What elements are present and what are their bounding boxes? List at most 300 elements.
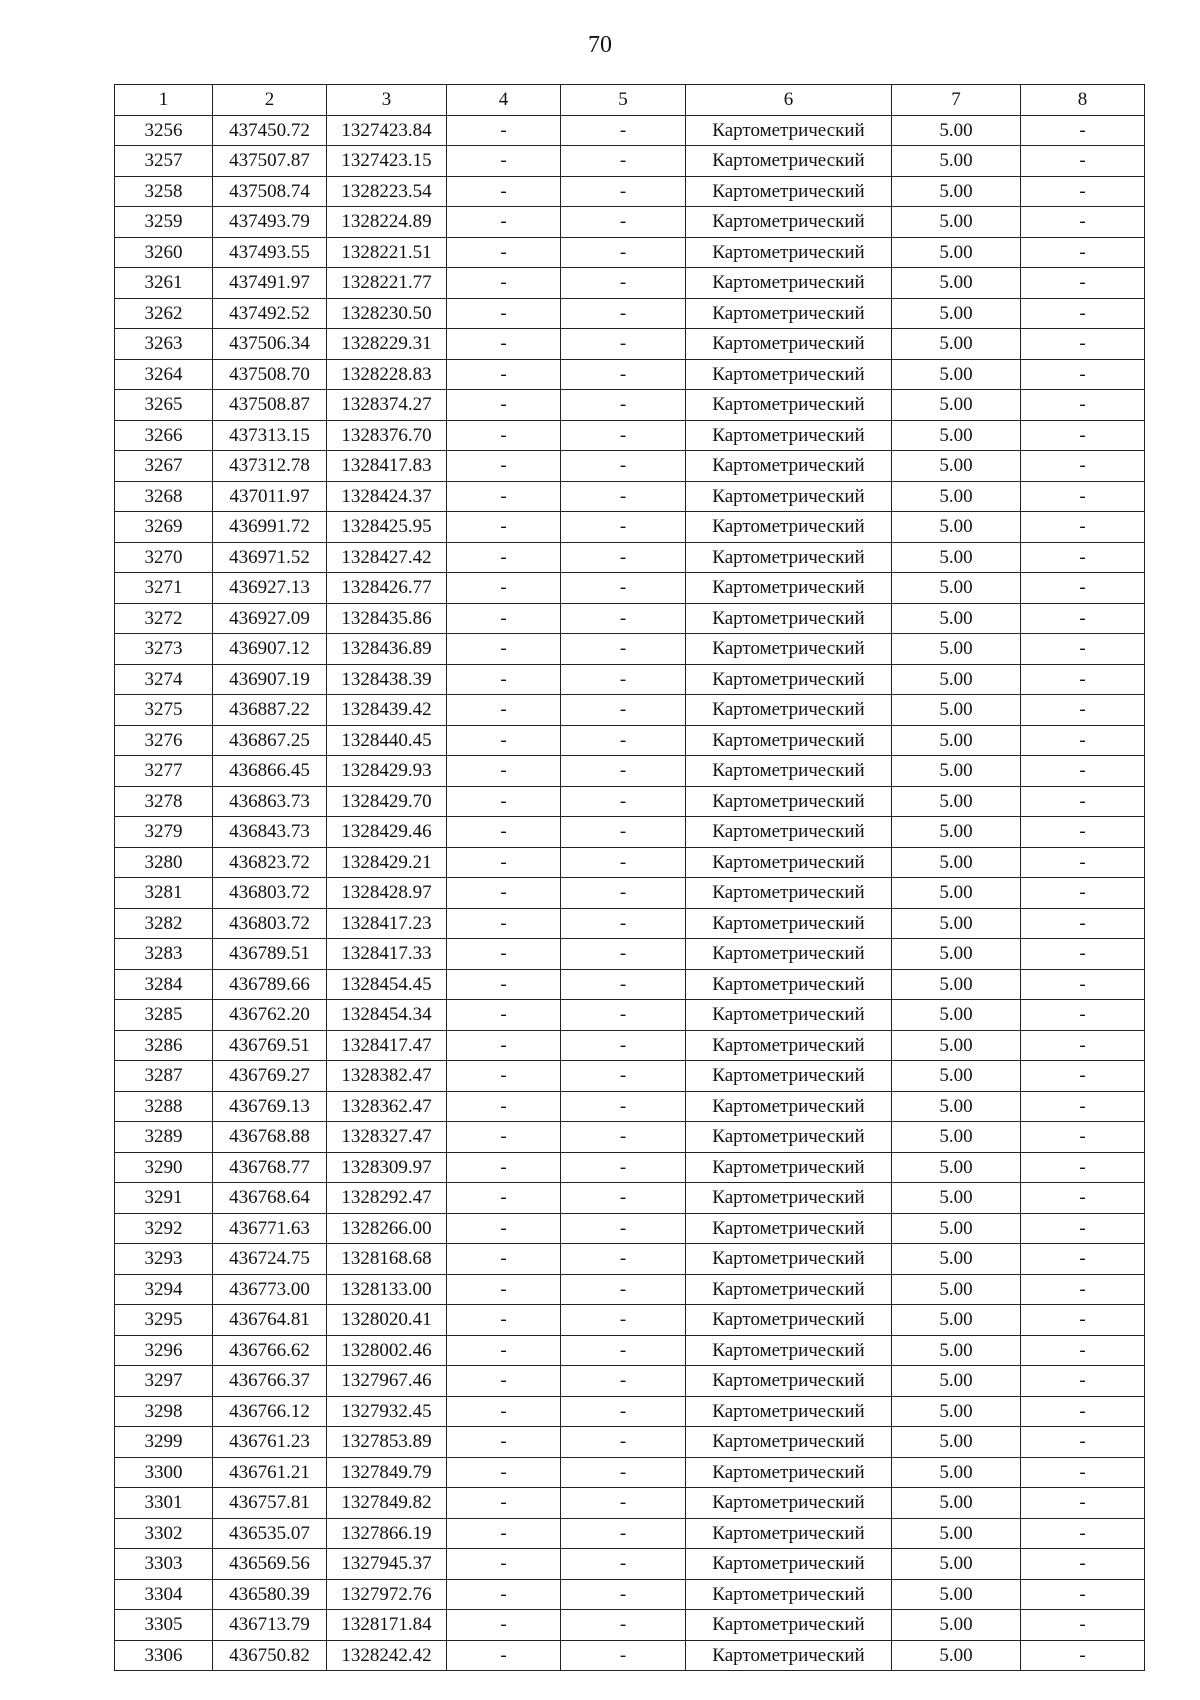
point-number-cell: 3263 [115, 329, 213, 360]
point-number-cell: 3269 [115, 512, 213, 543]
column-4-cell: - [447, 664, 561, 695]
column-8-cell: - [1021, 573, 1145, 604]
column-5-cell: - [561, 1549, 686, 1580]
y-coordinate-cell: 1328309.97 [327, 1152, 447, 1183]
y-coordinate-cell: 1328454.45 [327, 969, 447, 1000]
table-row [115, 969, 1145, 1000]
method-cell: Картометрический [686, 878, 892, 909]
accuracy-cell: 5.00 [892, 969, 1021, 1000]
table-row [115, 420, 1145, 451]
y-coordinate-cell: 1328168.68 [327, 1244, 447, 1275]
y-coordinate-cell: 1327967.46 [327, 1366, 447, 1397]
column-4-cell: - [447, 1366, 561, 1397]
y-coordinate-cell: 1328424.37 [327, 481, 447, 512]
header-cell: 3 [327, 85, 447, 116]
column-8-cell: - [1021, 1488, 1145, 1519]
page-number: 70 [588, 32, 612, 58]
point-number-cell: 3303 [115, 1549, 213, 1580]
point-number-cell: 3264 [115, 359, 213, 390]
x-coordinate-cell: 437508.74 [213, 176, 327, 207]
method-cell: Картометрический [686, 1122, 892, 1153]
y-coordinate-cell: 1328230.50 [327, 298, 447, 329]
column-4-cell: - [447, 1183, 561, 1214]
method-cell: Картометрический [686, 1213, 892, 1244]
x-coordinate-cell: 437493.55 [213, 237, 327, 268]
column-5-cell: - [561, 237, 686, 268]
column-4-cell: - [447, 725, 561, 756]
x-coordinate-cell: 436971.52 [213, 542, 327, 573]
accuracy-cell: 5.00 [892, 512, 1021, 543]
table-row [115, 1244, 1145, 1275]
method-cell: Картометрический [686, 268, 892, 299]
column-4-cell: - [447, 939, 561, 970]
accuracy-cell: 5.00 [892, 359, 1021, 390]
x-coordinate-cell: 436907.12 [213, 634, 327, 665]
y-coordinate-cell: 1327866.19 [327, 1518, 447, 1549]
table-row [115, 786, 1145, 817]
x-coordinate-cell: 436750.82 [213, 1640, 327, 1671]
y-coordinate-cell: 1328425.95 [327, 512, 447, 543]
column-8-cell: - [1021, 1183, 1145, 1214]
y-coordinate-cell: 1327849.82 [327, 1488, 447, 1519]
accuracy-cell: 5.00 [892, 573, 1021, 604]
point-number-cell: 3295 [115, 1305, 213, 1336]
point-number-cell: 3281 [115, 878, 213, 909]
column-8-cell: - [1021, 207, 1145, 238]
accuracy-cell: 5.00 [892, 176, 1021, 207]
column-4-cell: - [447, 786, 561, 817]
accuracy-cell: 5.00 [892, 115, 1021, 146]
accuracy-cell: 5.00 [892, 878, 1021, 909]
point-number-cell: 3256 [115, 115, 213, 146]
column-4-cell: - [447, 1518, 561, 1549]
column-4-cell: - [447, 1457, 561, 1488]
y-coordinate-cell: 1327849.79 [327, 1457, 447, 1488]
column-4-cell: - [447, 176, 561, 207]
column-8-cell: - [1021, 176, 1145, 207]
column-8-cell: - [1021, 329, 1145, 360]
x-coordinate-cell: 436713.79 [213, 1610, 327, 1641]
x-coordinate-cell: 436535.07 [213, 1518, 327, 1549]
column-8-cell: - [1021, 512, 1145, 543]
x-coordinate-cell: 437506.34 [213, 329, 327, 360]
column-8-cell: - [1021, 451, 1145, 482]
x-coordinate-cell: 436773.00 [213, 1274, 327, 1305]
point-number-cell: 3304 [115, 1579, 213, 1610]
accuracy-cell: 5.00 [892, 786, 1021, 817]
method-cell: Картометрический [686, 939, 892, 970]
column-4-cell: - [447, 512, 561, 543]
y-coordinate-cell: 1328374.27 [327, 390, 447, 421]
y-coordinate-cell: 1328428.97 [327, 878, 447, 909]
y-coordinate-cell: 1328436.89 [327, 634, 447, 665]
point-number-cell: 3262 [115, 298, 213, 329]
column-5-cell: - [561, 603, 686, 634]
column-5-cell: - [561, 298, 686, 329]
point-number-cell: 3300 [115, 1457, 213, 1488]
accuracy-cell: 5.00 [892, 1213, 1021, 1244]
column-5-cell: - [561, 1152, 686, 1183]
x-coordinate-cell: 436768.77 [213, 1152, 327, 1183]
column-5-cell: - [561, 359, 686, 390]
point-number-cell: 3267 [115, 451, 213, 482]
method-cell: Картометрический [686, 298, 892, 329]
method-cell: Картометрический [686, 1518, 892, 1549]
column-8-cell: - [1021, 1640, 1145, 1671]
method-cell: Картометрический [686, 573, 892, 604]
column-5-cell: - [561, 969, 686, 1000]
column-4-cell: - [447, 1335, 561, 1366]
accuracy-cell: 5.00 [892, 1488, 1021, 1519]
column-4-cell: - [447, 1305, 561, 1336]
accuracy-cell: 5.00 [892, 847, 1021, 878]
column-5-cell: - [561, 1030, 686, 1061]
point-number-cell: 3272 [115, 603, 213, 634]
column-5-cell: - [561, 847, 686, 878]
table-row [115, 573, 1145, 604]
column-5-cell: - [561, 1366, 686, 1397]
accuracy-cell: 5.00 [892, 1335, 1021, 1366]
table-row [115, 1518, 1145, 1549]
y-coordinate-cell: 1328242.42 [327, 1640, 447, 1671]
column-5-cell: - [561, 1091, 686, 1122]
x-coordinate-cell: 436867.25 [213, 725, 327, 756]
y-coordinate-cell: 1328266.00 [327, 1213, 447, 1244]
column-8-cell: - [1021, 1000, 1145, 1031]
accuracy-cell: 5.00 [892, 542, 1021, 573]
accuracy-cell: 5.00 [892, 268, 1021, 299]
x-coordinate-cell: 437011.97 [213, 481, 327, 512]
point-number-cell: 3288 [115, 1091, 213, 1122]
accuracy-cell: 5.00 [892, 1305, 1021, 1336]
table-row [115, 603, 1145, 634]
x-coordinate-cell: 436768.64 [213, 1183, 327, 1214]
column-4-cell: - [447, 207, 561, 238]
column-5-cell: - [561, 420, 686, 451]
accuracy-cell: 5.00 [892, 207, 1021, 238]
column-8-cell: - [1021, 542, 1145, 573]
column-4-cell: - [447, 1640, 561, 1671]
y-coordinate-cell: 1328429.46 [327, 817, 447, 848]
column-4-cell: - [447, 908, 561, 939]
x-coordinate-cell: 437491.97 [213, 268, 327, 299]
method-cell: Картометрический [686, 1427, 892, 1458]
column-4-cell: - [447, 481, 561, 512]
column-4-cell: - [447, 1488, 561, 1519]
method-cell: Картометрический [686, 1457, 892, 1488]
column-5-cell: - [561, 329, 686, 360]
point-number-cell: 3298 [115, 1396, 213, 1427]
header-cell: 2 [213, 85, 327, 116]
accuracy-cell: 5.00 [892, 420, 1021, 451]
table-row [115, 1610, 1145, 1641]
column-4-cell: - [447, 1274, 561, 1305]
method-cell: Картометрический [686, 634, 892, 665]
method-cell: Картометрический [686, 1061, 892, 1092]
column-5-cell: - [561, 1335, 686, 1366]
point-number-cell: 3302 [115, 1518, 213, 1549]
column-5-cell: - [561, 1183, 686, 1214]
point-number-cell: 3279 [115, 817, 213, 848]
y-coordinate-cell: 1328229.31 [327, 329, 447, 360]
column-5-cell: - [561, 1000, 686, 1031]
table-header [115, 85, 1145, 116]
column-4-cell: - [447, 390, 561, 421]
point-number-cell: 3270 [115, 542, 213, 573]
column-4-cell: - [447, 237, 561, 268]
method-cell: Картометрический [686, 420, 892, 451]
y-coordinate-cell: 1328440.45 [327, 725, 447, 756]
point-number-cell: 3265 [115, 390, 213, 421]
column-5-cell: - [561, 939, 686, 970]
column-8-cell: - [1021, 1213, 1145, 1244]
method-cell: Картометрический [686, 1091, 892, 1122]
method-cell: Картометрический [686, 390, 892, 421]
column-8-cell: - [1021, 664, 1145, 695]
table-row [115, 939, 1145, 970]
point-number-cell: 3257 [115, 146, 213, 177]
table-row [115, 1366, 1145, 1397]
x-coordinate-cell: 436789.66 [213, 969, 327, 1000]
method-cell: Картометрический [686, 1488, 892, 1519]
method-cell: Картометрический [686, 481, 892, 512]
accuracy-cell: 5.00 [892, 1061, 1021, 1092]
column-5-cell: - [561, 1274, 686, 1305]
y-coordinate-cell: 1328438.39 [327, 664, 447, 695]
accuracy-cell: 5.00 [892, 908, 1021, 939]
y-coordinate-cell: 1328228.83 [327, 359, 447, 390]
table-row [115, 1640, 1145, 1671]
method-cell: Картометрический [686, 1183, 892, 1214]
x-coordinate-cell: 436769.13 [213, 1091, 327, 1122]
table-row [115, 695, 1145, 726]
point-number-cell: 3277 [115, 756, 213, 787]
column-4-cell: - [447, 1030, 561, 1061]
accuracy-cell: 5.00 [892, 1396, 1021, 1427]
y-coordinate-cell: 1327423.15 [327, 146, 447, 177]
y-coordinate-cell: 1328171.84 [327, 1610, 447, 1641]
column-5-cell: - [561, 146, 686, 177]
column-8-cell: - [1021, 1030, 1145, 1061]
y-coordinate-cell: 1328362.47 [327, 1091, 447, 1122]
table-row [115, 390, 1145, 421]
method-cell: Картометрический [686, 1610, 892, 1641]
column-5-cell: - [561, 1061, 686, 1092]
method-cell: Картометрический [686, 908, 892, 939]
x-coordinate-cell: 436761.23 [213, 1427, 327, 1458]
column-5-cell: - [561, 817, 686, 848]
accuracy-cell: 5.00 [892, 1457, 1021, 1488]
column-8-cell: - [1021, 908, 1145, 939]
accuracy-cell: 5.00 [892, 756, 1021, 787]
table-row [115, 1274, 1145, 1305]
header-cell: 1 [115, 85, 213, 116]
method-cell: Картометрический [686, 512, 892, 543]
y-coordinate-cell: 1328223.54 [327, 176, 447, 207]
table-row [115, 451, 1145, 482]
point-number-cell: 3273 [115, 634, 213, 665]
column-5-cell: - [561, 1610, 686, 1641]
coordinates-table-container [114, 84, 1144, 1671]
y-coordinate-cell: 1327945.37 [327, 1549, 447, 1580]
column-5-cell: - [561, 207, 686, 238]
column-5-cell: - [561, 481, 686, 512]
column-5-cell: - [561, 878, 686, 909]
column-5-cell: - [561, 664, 686, 695]
table-row [115, 237, 1145, 268]
table-row [115, 1579, 1145, 1610]
column-8-cell: - [1021, 1518, 1145, 1549]
x-coordinate-cell: 436991.72 [213, 512, 327, 543]
column-5-cell: - [561, 390, 686, 421]
y-coordinate-cell: 1328221.77 [327, 268, 447, 299]
x-coordinate-cell: 437313.15 [213, 420, 327, 451]
x-coordinate-cell: 436927.13 [213, 573, 327, 604]
x-coordinate-cell: 437492.52 [213, 298, 327, 329]
header-cell: 6 [686, 85, 892, 116]
point-number-cell: 3289 [115, 1122, 213, 1153]
table-row [115, 817, 1145, 848]
method-cell: Картометрический [686, 1640, 892, 1671]
x-coordinate-cell: 436803.72 [213, 878, 327, 909]
method-cell: Картометрический [686, 786, 892, 817]
table-row [115, 725, 1145, 756]
column-8-cell: - [1021, 1152, 1145, 1183]
header-row [115, 85, 1145, 116]
column-4-cell: - [447, 268, 561, 299]
column-4-cell: - [447, 847, 561, 878]
table-row [115, 1305, 1145, 1336]
accuracy-cell: 5.00 [892, 1152, 1021, 1183]
table-row [115, 146, 1145, 177]
point-number-cell: 3259 [115, 207, 213, 238]
method-cell: Картометрический [686, 756, 892, 787]
point-number-cell: 3287 [115, 1061, 213, 1092]
table-row [115, 756, 1145, 787]
column-5-cell: - [561, 634, 686, 665]
point-number-cell: 3278 [115, 786, 213, 817]
x-coordinate-cell: 436761.21 [213, 1457, 327, 1488]
point-number-cell: 3258 [115, 176, 213, 207]
table-row [115, 542, 1145, 573]
method-cell: Картометрический [686, 1396, 892, 1427]
header-cell: 4 [447, 85, 561, 116]
accuracy-cell: 5.00 [892, 146, 1021, 177]
column-4-cell: - [447, 1427, 561, 1458]
y-coordinate-cell: 1328221.51 [327, 237, 447, 268]
table-row [115, 1030, 1145, 1061]
x-coordinate-cell: 436843.73 [213, 817, 327, 848]
column-4-cell: - [447, 1549, 561, 1580]
header-cell: 5 [561, 85, 686, 116]
x-coordinate-cell: 436789.51 [213, 939, 327, 970]
column-5-cell: - [561, 268, 686, 299]
method-cell: Картометрический [686, 1366, 892, 1397]
column-4-cell: - [447, 115, 561, 146]
column-8-cell: - [1021, 786, 1145, 817]
y-coordinate-cell: 1328224.89 [327, 207, 447, 238]
table-row [115, 664, 1145, 695]
method-cell: Картометрический [686, 969, 892, 1000]
accuracy-cell: 5.00 [892, 1518, 1021, 1549]
point-number-cell: 3293 [115, 1244, 213, 1275]
method-cell: Картометрический [686, 1579, 892, 1610]
y-coordinate-cell: 1328417.33 [327, 939, 447, 970]
table-row [115, 481, 1145, 512]
x-coordinate-cell: 437508.70 [213, 359, 327, 390]
point-number-cell: 3297 [115, 1366, 213, 1397]
column-5-cell: - [561, 1396, 686, 1427]
y-coordinate-cell: 1327423.84 [327, 115, 447, 146]
table-row [115, 878, 1145, 909]
column-5-cell: - [561, 908, 686, 939]
table-row [115, 359, 1145, 390]
column-8-cell: - [1021, 969, 1145, 1000]
method-cell: Картометрический [686, 1274, 892, 1305]
x-coordinate-cell: 436762.20 [213, 1000, 327, 1031]
method-cell: Картометрический [686, 207, 892, 238]
table-row [115, 1122, 1145, 1153]
point-number-cell: 3301 [115, 1488, 213, 1519]
column-8-cell: - [1021, 817, 1145, 848]
table-row [115, 908, 1145, 939]
x-coordinate-cell: 436803.72 [213, 908, 327, 939]
x-coordinate-cell: 436764.81 [213, 1305, 327, 1336]
point-number-cell: 3271 [115, 573, 213, 604]
column-8-cell: - [1021, 1366, 1145, 1397]
column-5-cell: - [561, 1427, 686, 1458]
point-number-cell: 3268 [115, 481, 213, 512]
method-cell: Картометрический [686, 237, 892, 268]
accuracy-cell: 5.00 [892, 1000, 1021, 1031]
accuracy-cell: 5.00 [892, 1579, 1021, 1610]
column-5-cell: - [561, 695, 686, 726]
column-4-cell: - [447, 420, 561, 451]
y-coordinate-cell: 1328435.86 [327, 603, 447, 634]
column-8-cell: - [1021, 359, 1145, 390]
table-row [115, 268, 1145, 299]
column-8-cell: - [1021, 390, 1145, 421]
column-8-cell: - [1021, 878, 1145, 909]
x-coordinate-cell: 436724.75 [213, 1244, 327, 1275]
method-cell: Картометрический [686, 695, 892, 726]
column-8-cell: - [1021, 1610, 1145, 1641]
column-4-cell: - [447, 359, 561, 390]
y-coordinate-cell: 1328429.21 [327, 847, 447, 878]
method-cell: Картометрический [686, 115, 892, 146]
method-cell: Картометрический [686, 146, 892, 177]
point-number-cell: 3261 [115, 268, 213, 299]
column-5-cell: - [561, 1457, 686, 1488]
table-row [115, 1396, 1145, 1427]
method-cell: Картометрический [686, 359, 892, 390]
point-number-cell: 3285 [115, 1000, 213, 1031]
y-coordinate-cell: 1328327.47 [327, 1122, 447, 1153]
accuracy-cell: 5.00 [892, 298, 1021, 329]
accuracy-cell: 5.00 [892, 664, 1021, 695]
y-coordinate-cell: 1328439.42 [327, 695, 447, 726]
x-coordinate-cell: 436927.09 [213, 603, 327, 634]
column-5-cell: - [561, 451, 686, 482]
column-8-cell: - [1021, 298, 1145, 329]
x-coordinate-cell: 436769.51 [213, 1030, 327, 1061]
column-4-cell: - [447, 1396, 561, 1427]
accuracy-cell: 5.00 [892, 695, 1021, 726]
column-8-cell: - [1021, 1061, 1145, 1092]
method-cell: Картометрический [686, 1305, 892, 1336]
column-5-cell: - [561, 786, 686, 817]
accuracy-cell: 5.00 [892, 1366, 1021, 1397]
